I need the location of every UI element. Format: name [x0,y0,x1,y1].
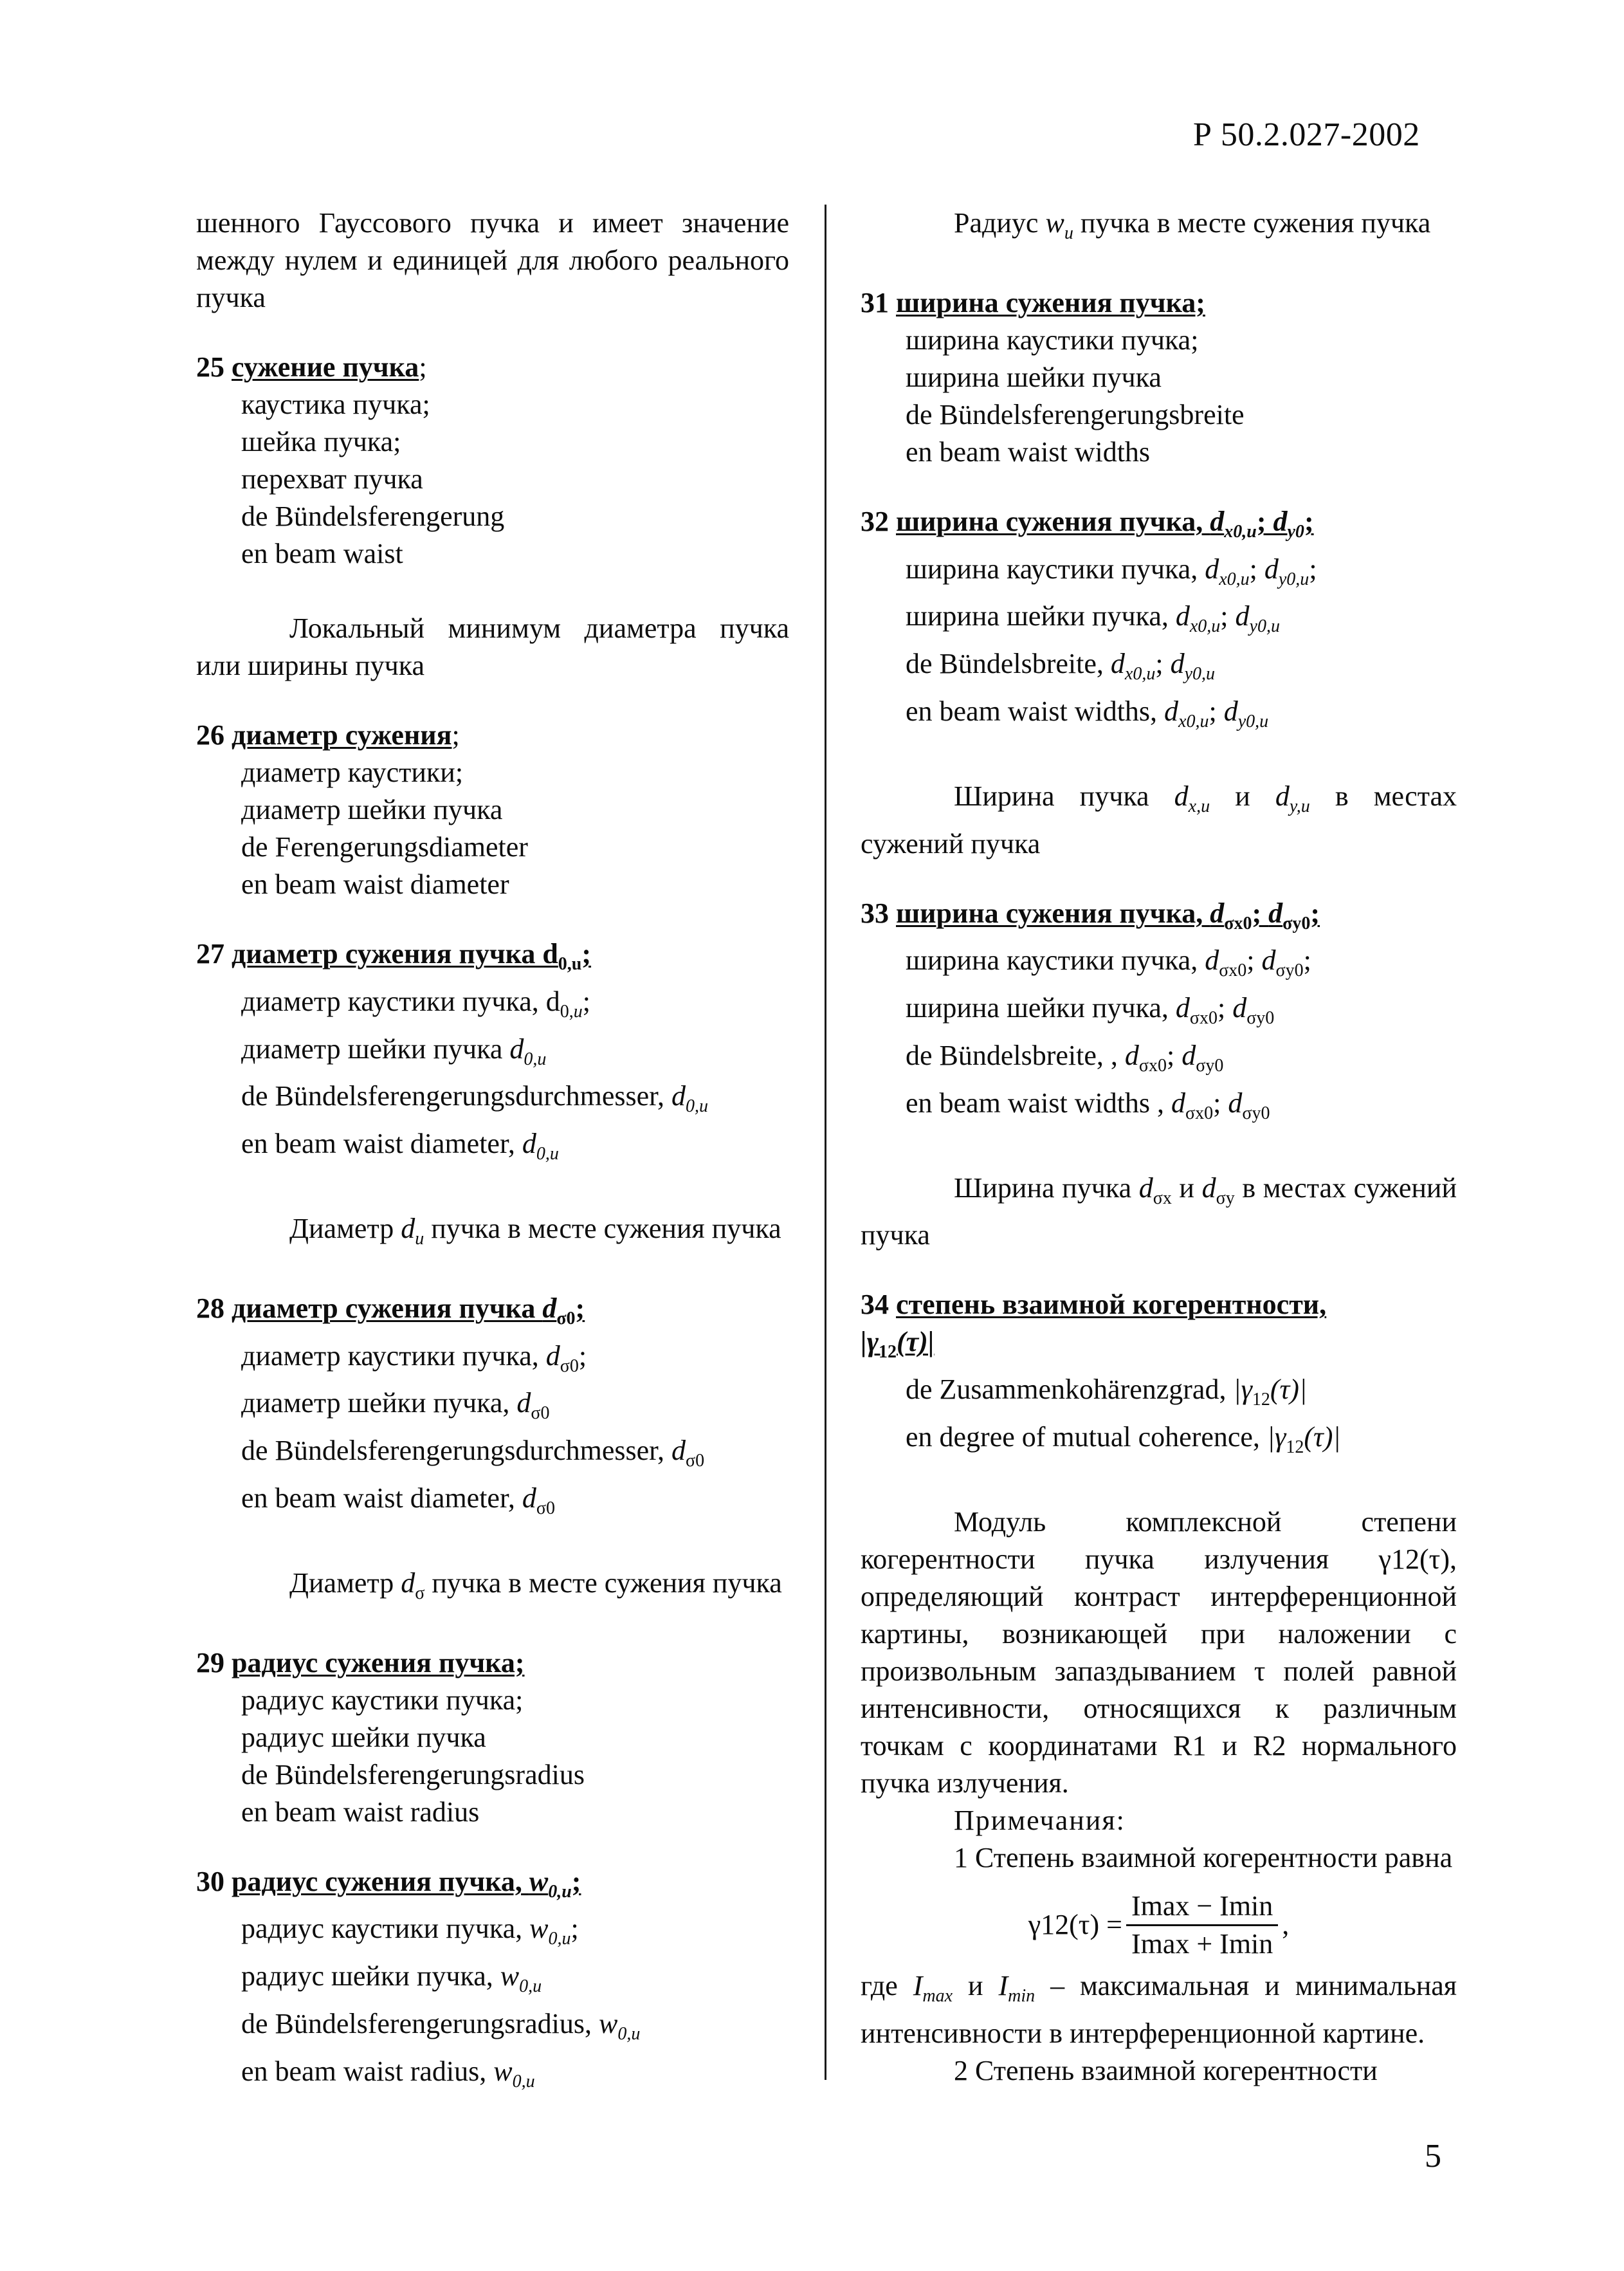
term-number: 34 [861,1289,889,1321]
column-divider [825,205,826,2080]
synonym: диаметр каустики пучка, $d_{\sigma 0}$; [241,1339,587,1376]
term-entry-27 [196,935,789,1173]
term-title: ширина сужения пучка, $d_{\sigma x0}$; $d_{\sigma y0}$; [896,897,1320,933]
term-number: 30 [196,1865,224,1897]
term-title: диаметр сужения пучка $d_{0,u}$; [232,938,592,974]
synonym: радиус каустики пучка; [241,1684,524,1716]
synonym: ширина каустики пучка; [906,324,1199,356]
synonym: диаметр каустики; [241,757,464,788]
term-number: 28 [196,1292,224,1324]
synonym: de Bündelsbreite, , $d_{\sigma x0}$; $d_{\sigma y0}$ [906,1039,1224,1076]
left-column [196,205,789,2101]
synonym: диаметр каустики пучка, $d_{0,u}$; [241,985,590,1022]
note-1: 1 Степень взаимной когерентности равна [954,1841,1453,1873]
synonym: диаметр шейки пучка [241,794,503,825]
synonym: перехват пучка [241,463,423,495]
term-entry-33 [861,895,1457,1132]
term-number: 31 [861,286,889,318]
synonym: en degree of mutual coherence, $|\gamma_{12}(\tau)|$ [906,1421,1341,1457]
term-title: диаметр сужения [232,719,452,751]
synonym: de Bündelsbreite, $d_{x0,u}$; $d_{y0,u}$ [906,648,1216,684]
term-definition: Диаметр $d_\sigma$ пучка в месте сужения пучка [289,1567,782,1603]
synonym: ширина шейки пучка [906,361,1162,393]
term-number: 26 [196,719,224,751]
term-entry-31 [861,284,1457,471]
term-title: ширина сужения пучка, $d_{x0,u}$; $d_{y0}$; [896,505,1314,542]
term-definition: Диаметр $d_u$ пучка в месте сужения пучка [289,1212,781,1249]
term-title: радиус сужения пучка; [232,1646,525,1678]
synonym: en beam waist widths [906,436,1151,468]
synonym: en beam waist [241,538,403,569]
synonym: de Bündelsferengerungsbreite [906,398,1245,430]
term-number: 27 [196,938,224,970]
synonym: en beam waist widths, $d_{x0,u}$; $d_{y0,u}$ [906,695,1269,731]
synonym: de Bündelsferengerungsradius, $w_{0,u}$ [241,2007,641,2044]
term-number: 33 [861,897,889,929]
term-symbol: $|\gamma_{12}(\tau)|$ [861,1326,935,1363]
formula-fraction [1126,1889,1278,1961]
term-entry-34 [861,1286,1457,1466]
term-definition: Ширина пучка $d_{x,u}$ и $d_{y,u}$ в местах сужений пучка [861,780,1457,860]
synonym: de Bündelsferengerung [241,501,505,532]
synonym: диаметр шейки пучка, $d_{\sigma 0}$ [241,1387,550,1424]
term-entry-25: 25 сужение пучка; каустика пучка; шейка пучка; перехват пучка de Bündelsferengerung en beam waist [196,349,789,573]
term-title: диаметр сужения пучка $d_{\sigma 0}$; [232,1292,585,1329]
term-title: сужение пучка [232,351,419,383]
term-entry-28 [196,1290,789,1527]
synonym: en beam waist radius [241,1796,480,1828]
synonym: en beam waist diameter, $d_{0,u}$ [241,1128,559,1164]
term-number: 32 [861,505,889,537]
synonym: ширина каустики пучка, $d_{x0,u}$; $d_{y0,u}$; [906,553,1317,589]
term-definition: Ширина пучка $d_{\sigma x}$ и $d_{\sigma y}$ в местах сужений пучка [861,1172,1457,1251]
synonym: de Zusammenkohärenzgrad, $|\gamma_{12}(\tau)|$ [906,1374,1308,1410]
synonym: de Ferengerungsdiameter [241,831,528,863]
formula-lhs: γ12(τ) = [1028,1909,1122,1941]
formula-numerator: Imax − Imin [1126,1889,1278,1926]
document-code: Р 50.2.027-2002 [1193,116,1420,153]
synonym: ширина каустики пучка, $d_{\sigma x0}$; $d_{\sigma y0}$; [906,944,1311,981]
term-number: 25 [196,351,224,383]
synonym: en beam waist widths , $d_{\sigma x0}$; $d_{\sigma y0}$ [906,1087,1270,1123]
term-definition: Радиус $w_u$ пучка в месте сужения пучка [954,207,1431,243]
synonym: de Bündelsferengerungsdurchmesser, $d_{0,u}$ [241,1080,709,1117]
synonym: радиус каустики пучка, $w_{0,u}$; [241,1913,579,1949]
note-2: 2 Степень взаимной когерентности [954,2054,1378,2086]
synonym: en beam waist radius, $w_{0,u}$ [241,2055,535,2092]
page-number: 5 [1425,2138,1441,2174]
synonym: каустика пучка; [241,389,430,420]
term-title: ширина сужения пучка; [896,286,1205,318]
term-definition: Локальный минимум диаметра пучка или ширины пучка [196,612,789,681]
note-1-explanation: где $I_{max}$ и $I_{min}$ – максимальная и минимальная интенсивности в интерференционной картине. [861,1969,1457,2049]
right-column [861,205,1457,2090]
synonym: радиус шейки пучка, $w_{0,u}$ [241,1960,542,1996]
synonym: ширина шейки пучка, $d_{x0,u}$; $d_{y0,u}$ [906,600,1280,637]
synonym: de Bündelsferengerungsdurchmesser, $d_{\sigma 0}$ [241,1435,705,1471]
formula-denominator: Imax + Imin [1131,1927,1273,1960]
synonym: ширина шейки пучка, $d_{\sigma x0}$; $d_{\sigma y0}$ [906,992,1275,1028]
term-number: 29 [196,1646,224,1678]
synonym: en beam waist diameter, $d_{\sigma 0}$ [241,1482,555,1518]
coherence-formula: γ12(τ) = $\frac{Imax - Imin}{Imax + Imin}$ , [1028,1889,1290,1960]
notes-title: Примечания: [954,1804,1126,1836]
synonym: радиус шейки пучка [241,1721,486,1753]
synonym: шейка пучка; [241,426,401,457]
continued-definition: шенного Гауссового пучка и имеет значение между нулем и единицей для любого реального пучка [196,207,789,313]
term-title: радиус сужения пучка, $w_{0,u}$; [232,1865,581,1902]
term-definition: Модуль комплексной степени когерентности пучка излучения γ12(τ), определяющий контраст интерференционной картины, возникающей при наложении с произвольным запаздыванием τ полей равной интенсивности, относящихся к различным точкам с координатами R1 и R2 нормального пучка излучения. [861,1505,1457,1799]
term-entry-30 [196,1863,789,2101]
term-entry-29 [196,1644,789,1831]
term-entry-26: 26 диаметр сужения; диаметр каустики; диаметр шейки пучка de Ferengerungsdiameter en beam waist diameter [196,717,789,903]
synonym: en beam waist diameter [241,869,509,900]
term-entry-32 [861,503,1457,740]
synonym: диаметр шейки пучка $d_{0,u}$ [241,1033,547,1069]
term-title: степень взаимной когерентности, [896,1289,1327,1321]
synonym: de Bündelsferengerungsradius [241,1758,585,1790]
